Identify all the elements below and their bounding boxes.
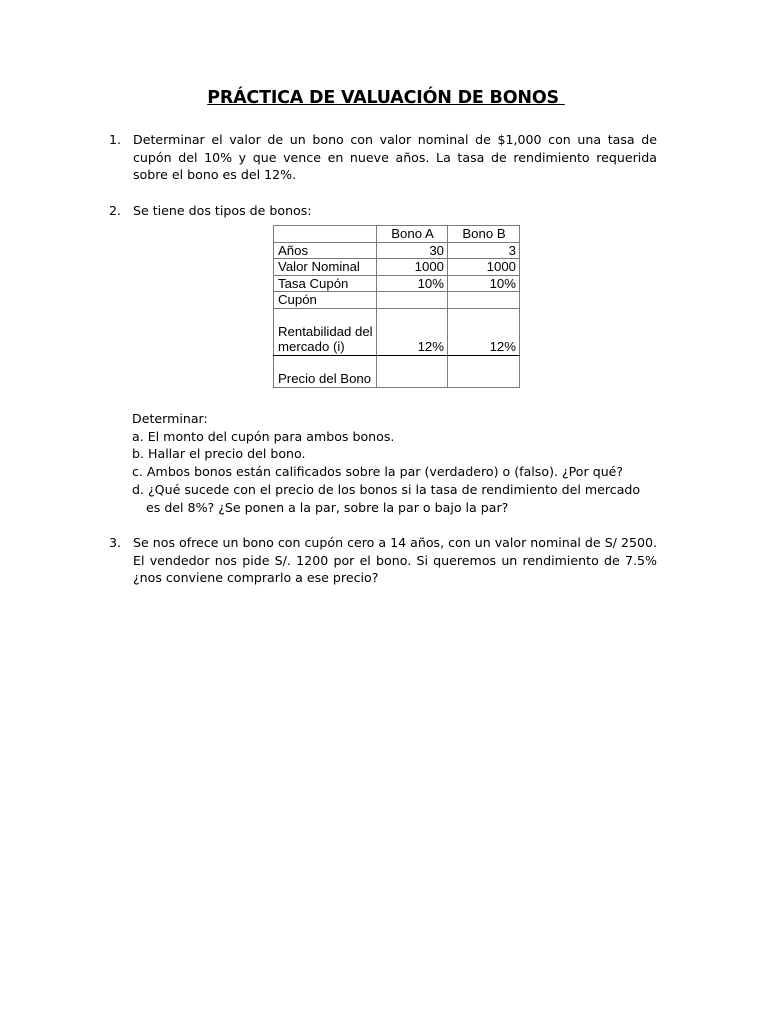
bono-b-value [448,292,520,309]
bond-table [273,225,520,388]
bono-b-value: 10% [448,275,520,292]
bono-a-value: 10% [377,275,448,292]
table-row [274,355,520,387]
exercise-1 [109,131,657,184]
table-header-row [274,226,520,243]
row-label: Valor Nominal [274,259,377,276]
table-row [274,275,520,292]
exercise-number: 1. [109,132,122,147]
bono-b-value: 3 [448,242,520,259]
question-d: d. ¿Qué sucede con el precio de los bonos si la tasa de rendimiento del mercado es del 8%? ¿Se ponen a la par, sobre la par o bajo la par? [132,481,641,515]
row-label: Tasa Cupón [274,275,377,292]
exercise-text: Determinar el valor de un bono con valor nominal de $1,000 con una tasa de cupón del 10% y que vence en nueve años. La tasa de rendimiento requerida sobre el bono es del 12%. [133,132,657,183]
exercise-text: Se tiene dos tipos de bonos: [133,203,312,218]
bono-a-value: 30 [377,242,448,259]
bono-b-value: 12% [448,308,520,355]
table-row [274,242,520,259]
row-label: Años [274,242,377,259]
exercise-3 [109,534,657,587]
exercise-number: 3. [109,535,122,550]
table-header-cell [274,226,377,243]
table-row [274,308,520,355]
question-c: c. Ambos bonos están calificados sobre la par (verdadero) o (falso). ¿Por qué? [132,464,624,480]
table-row [274,259,520,276]
row-label: Cupón [274,292,377,309]
row-label: Rentabilidad del mercado (i) [274,308,377,355]
bono-a-value [377,292,448,309]
bono-a-value: 12% [377,308,448,355]
bono-a-value [377,355,448,387]
determinar-section [132,410,658,516]
exercise-text: Se nos ofrece un bono con cupón cero a 14 años, con un valor nominal de S/ 2500. El vendedor nos pide S/. 1200 por el bono. Si queremos un rendimiento de 7.5% ¿nos conviene comprarlo a ese precio? [133,535,657,586]
question-a: a. El monto del cupón para ambos bonos. [132,428,395,444]
document-title: PRÁCTICA DE VALUACIÓN DE BONOS [207,88,565,108]
question-b: b. Hallar el precio del bono. [132,446,306,462]
bono-a-value: 1000 [377,259,448,276]
bono-b-value [448,355,520,387]
bono-b-value: 1000 [448,259,520,276]
table-row [274,292,520,309]
exercise-2 [109,202,657,220]
table-header-cell: Bono B [448,226,520,243]
table-header-cell: Bono A [377,226,448,243]
determinar-heading: Determinar: [132,411,208,426]
exercise-number: 2. [109,203,122,218]
row-label: Precio del Bono [274,355,377,387]
